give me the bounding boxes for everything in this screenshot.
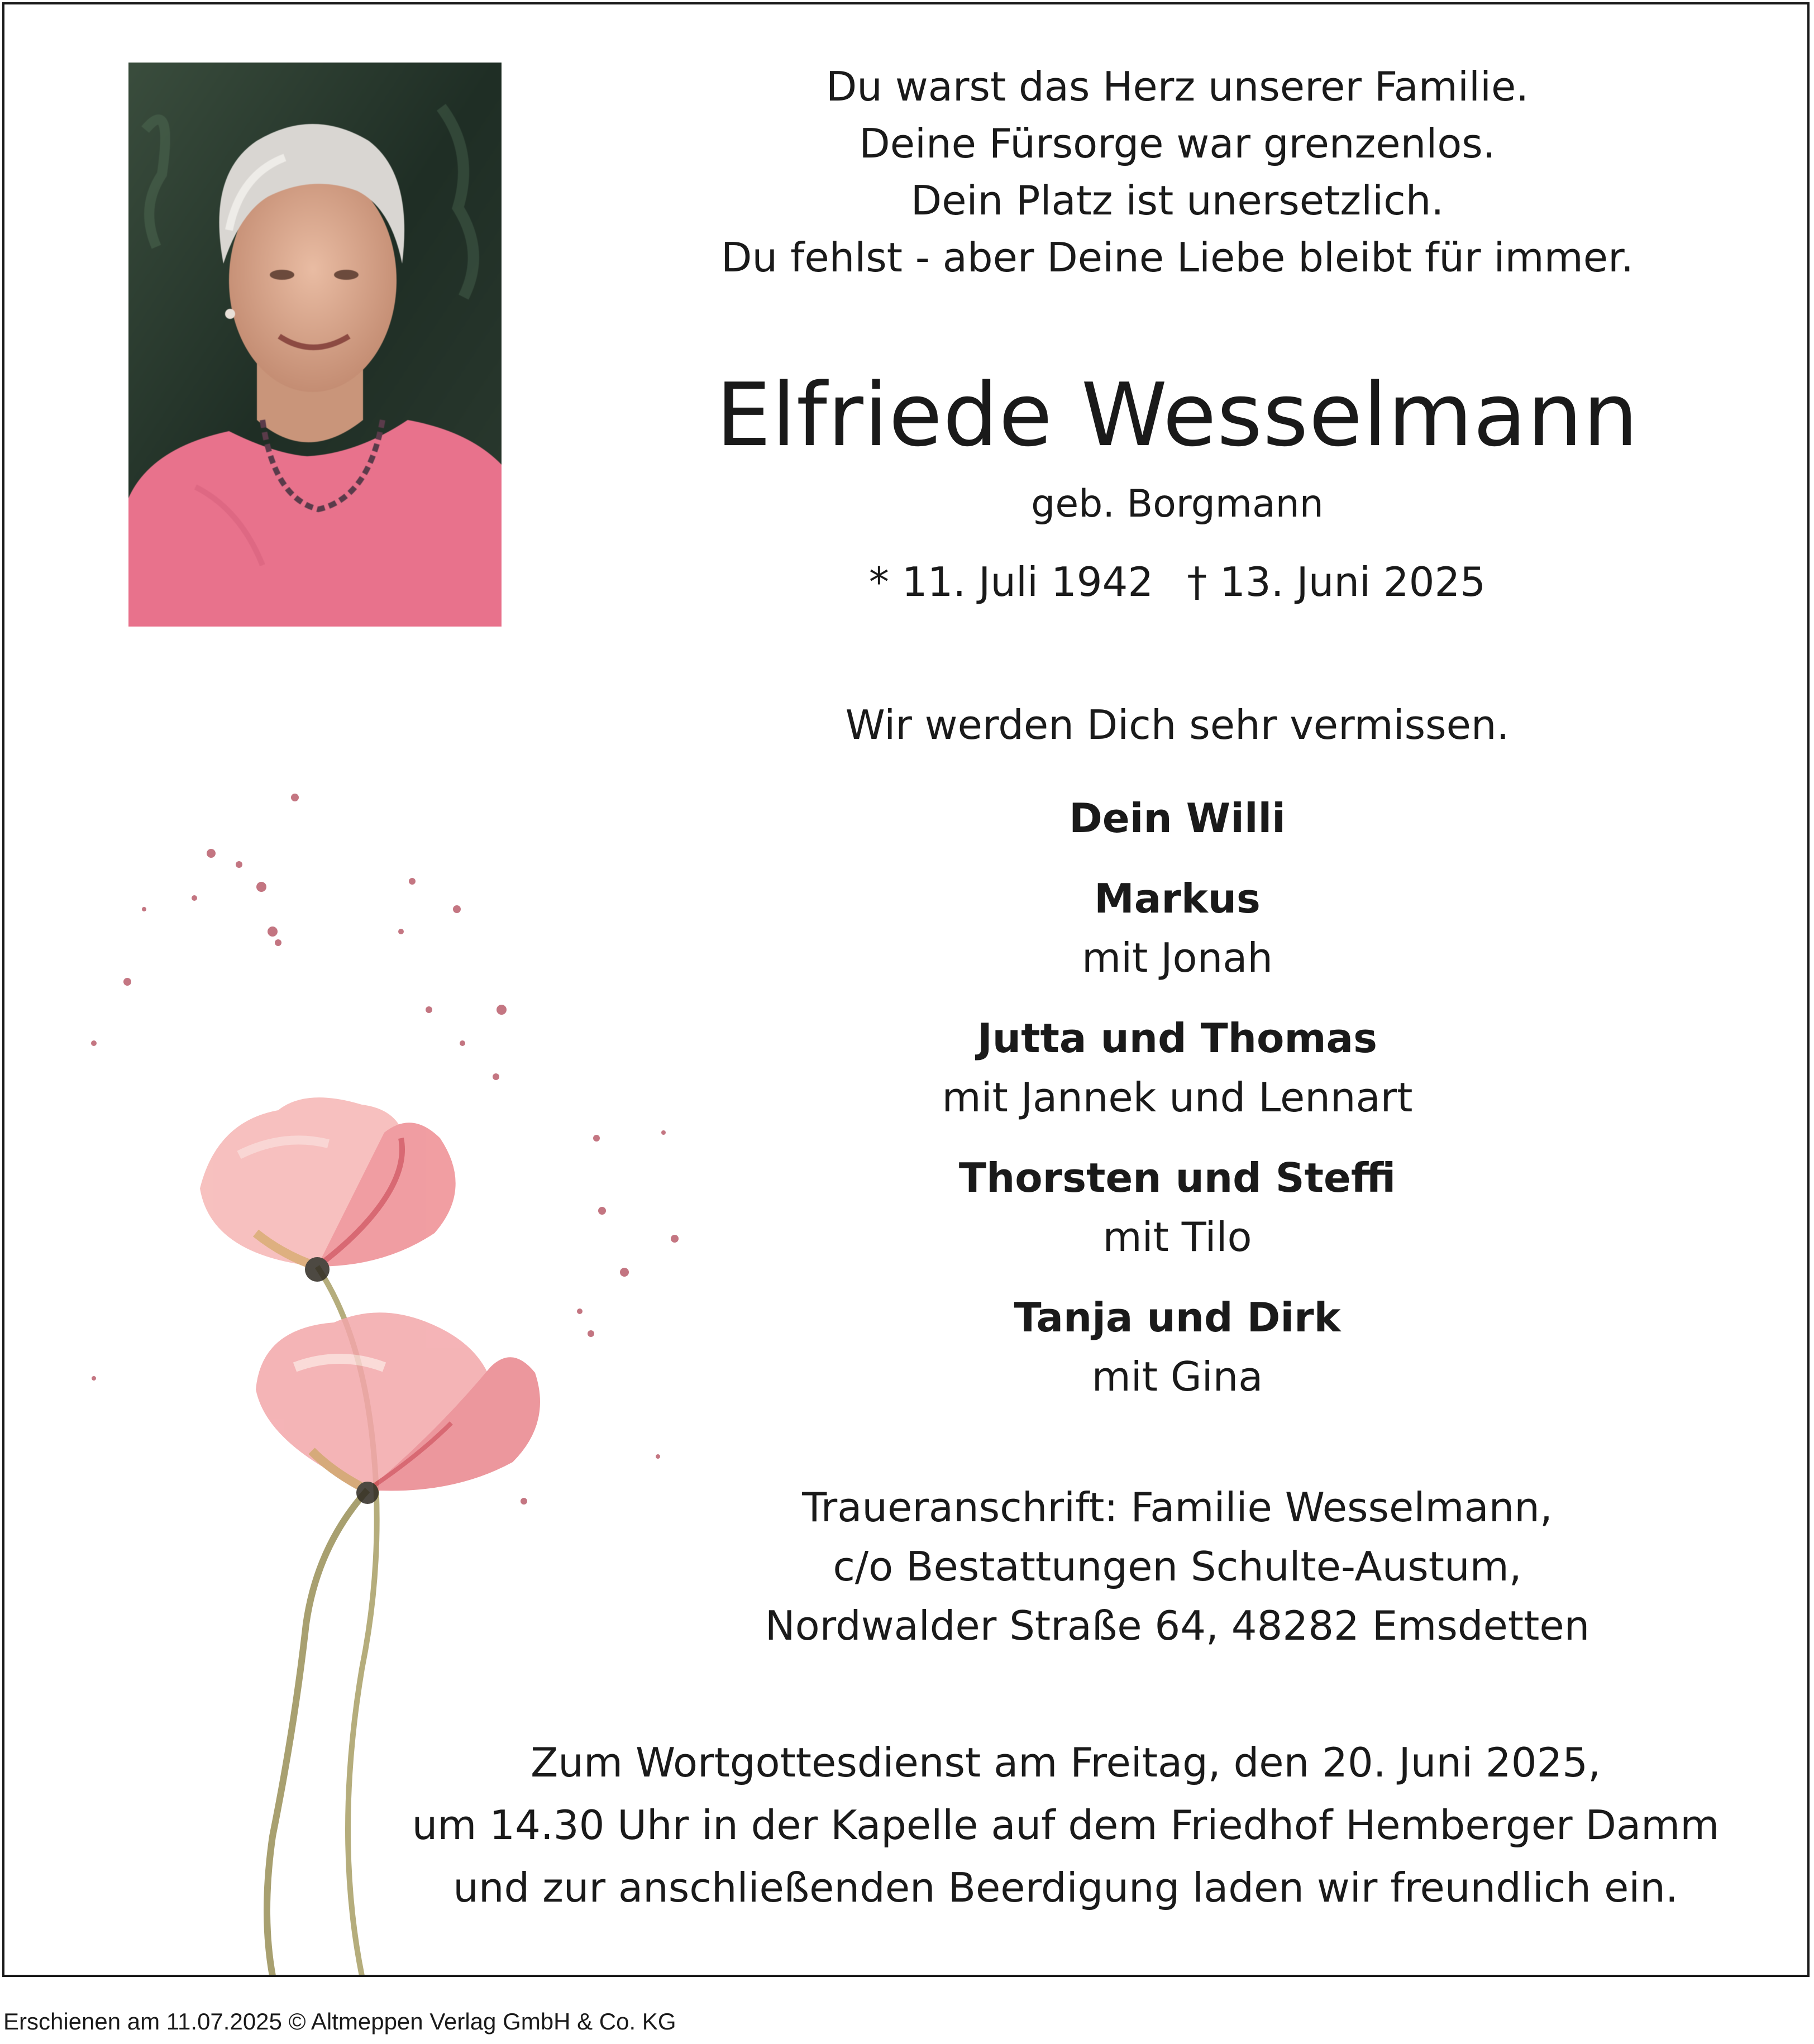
verse-line: Du warst das Herz unserer Familie.: [825, 63, 1529, 110]
obituary-frame: [2, 2, 1810, 1977]
deceased-name: Elfriede Wesselmann: [715, 364, 1639, 466]
portrait-photo: [128, 63, 502, 627]
death-date: † 13. Juni 2025: [1187, 558, 1486, 605]
family-member-name: Tanja und Dirk: [1014, 1294, 1341, 1341]
family-member-children: mit Tilo: [1102, 1214, 1252, 1260]
family-group: [731, 789, 1624, 848]
family-group: [731, 1009, 1624, 1127]
family-group: [731, 1148, 1624, 1267]
verse-line: Deine Fürsorge war grenzenlos.: [859, 120, 1496, 167]
publication-footer: Erschienen am 11.07.2025 © Altmeppen Verlag GmbH & Co. KG: [3, 2008, 676, 2035]
family-group: [731, 1288, 1624, 1406]
family-member-children: mit Jannek und Lennart: [942, 1074, 1413, 1121]
mourning-address: [675, 1478, 1680, 1655]
address-line: Nordwalder Straße 64, 48282 Emsdetten: [765, 1602, 1590, 1649]
family-member-children: mit Jonah: [1082, 934, 1273, 981]
verse-line: Dein Platz ist unersetzlich.: [910, 177, 1444, 224]
family-list: [731, 789, 1624, 1427]
family-member-children: mit Gina: [1091, 1353, 1263, 1400]
family-member-name: Dein Willi: [1069, 795, 1286, 842]
family-member-name: Markus: [1094, 875, 1261, 922]
family-group: [731, 869, 1624, 987]
address-line: Traueranschrift: Familie Wesselmann,: [802, 1484, 1553, 1531]
miss-line: Wir werden Dich sehr vermissen.: [845, 701, 1510, 748]
family-member-name: Thorsten und Steffi: [958, 1154, 1396, 1201]
service-line: um 14.30 Uhr in der Kapelle auf dem Friedhof Hemberger Damm: [412, 1802, 1720, 1849]
birth-date: * 11. Juli 1942: [868, 558, 1154, 605]
verse-line: Du fehlst - aber Deine Liebe bleibt für immer.: [721, 234, 1634, 281]
memorial-verse: [652, 58, 1702, 286]
address-line: c/o Bestattungen Schulte-Austum,: [833, 1543, 1522, 1590]
life-dates: [731, 554, 1624, 610]
service-invitation: [395, 1731, 1736, 1919]
family-member-name: Jutta und Thomas: [977, 1015, 1377, 1062]
service-line: Zum Wortgottesdienst am Freitag, den 20. Juni 2025,: [530, 1739, 1601, 1786]
birth-name: geb. Borgmann: [1031, 482, 1324, 526]
service-line: und zur anschließenden Beerdigung laden wir freundlich ein.: [453, 1864, 1678, 1911]
